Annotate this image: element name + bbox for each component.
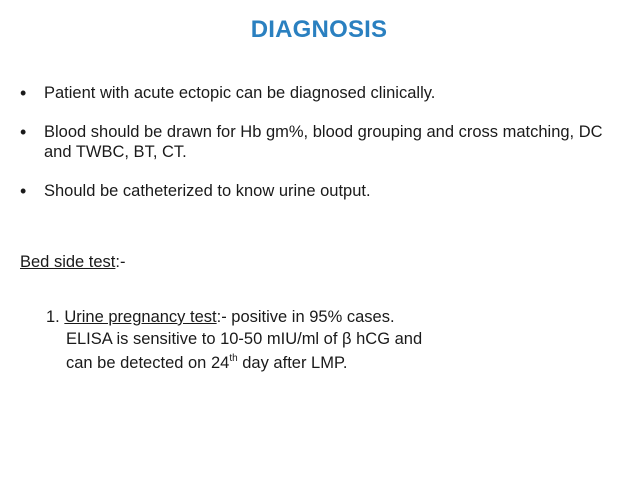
bullet-item <box>20 181 610 201</box>
bullet-item <box>20 122 610 162</box>
bullet-dot-icon: • <box>20 83 27 103</box>
bullet-dot-icon: • <box>20 122 27 142</box>
bedside-item-heading: Urine pregnancy test <box>64 308 217 326</box>
bullet-text: Blood should be drawn for Hb gm%, blood grouping and cross matching, DC and TWBC, BT, CT. <box>44 123 603 161</box>
bedside-item-1 <box>46 307 395 327</box>
bedside-heading-suffix: :- <box>115 253 126 271</box>
bullet-dot-icon: • <box>20 181 27 201</box>
line3-suffix: day after LMP. <box>237 354 348 372</box>
bedside-item-line-3 <box>66 353 347 373</box>
bedside-item-text: :- positive in 95% cases. <box>216 308 395 326</box>
bedside-item-line-2: ELISA is sensitive to 10-50 mIU/ml of β hCG and <box>66 330 423 348</box>
bullet-text: Should be catheterized to know urine output. <box>44 182 371 200</box>
line3-superscript: th <box>229 352 238 364</box>
bullet-text: Patient with acute ectopic can be diagnosed clinically. <box>44 84 436 102</box>
bedside-heading-line <box>20 252 125 272</box>
bullet-item <box>20 83 610 103</box>
bullet-list <box>20 83 610 201</box>
line3-prefix: can be detected on 24 <box>66 354 230 372</box>
bedside-item-number: 1. <box>46 308 65 326</box>
slide-title: DIAGNOSIS <box>250 16 388 43</box>
bedside-heading: Bed side test <box>20 253 116 271</box>
